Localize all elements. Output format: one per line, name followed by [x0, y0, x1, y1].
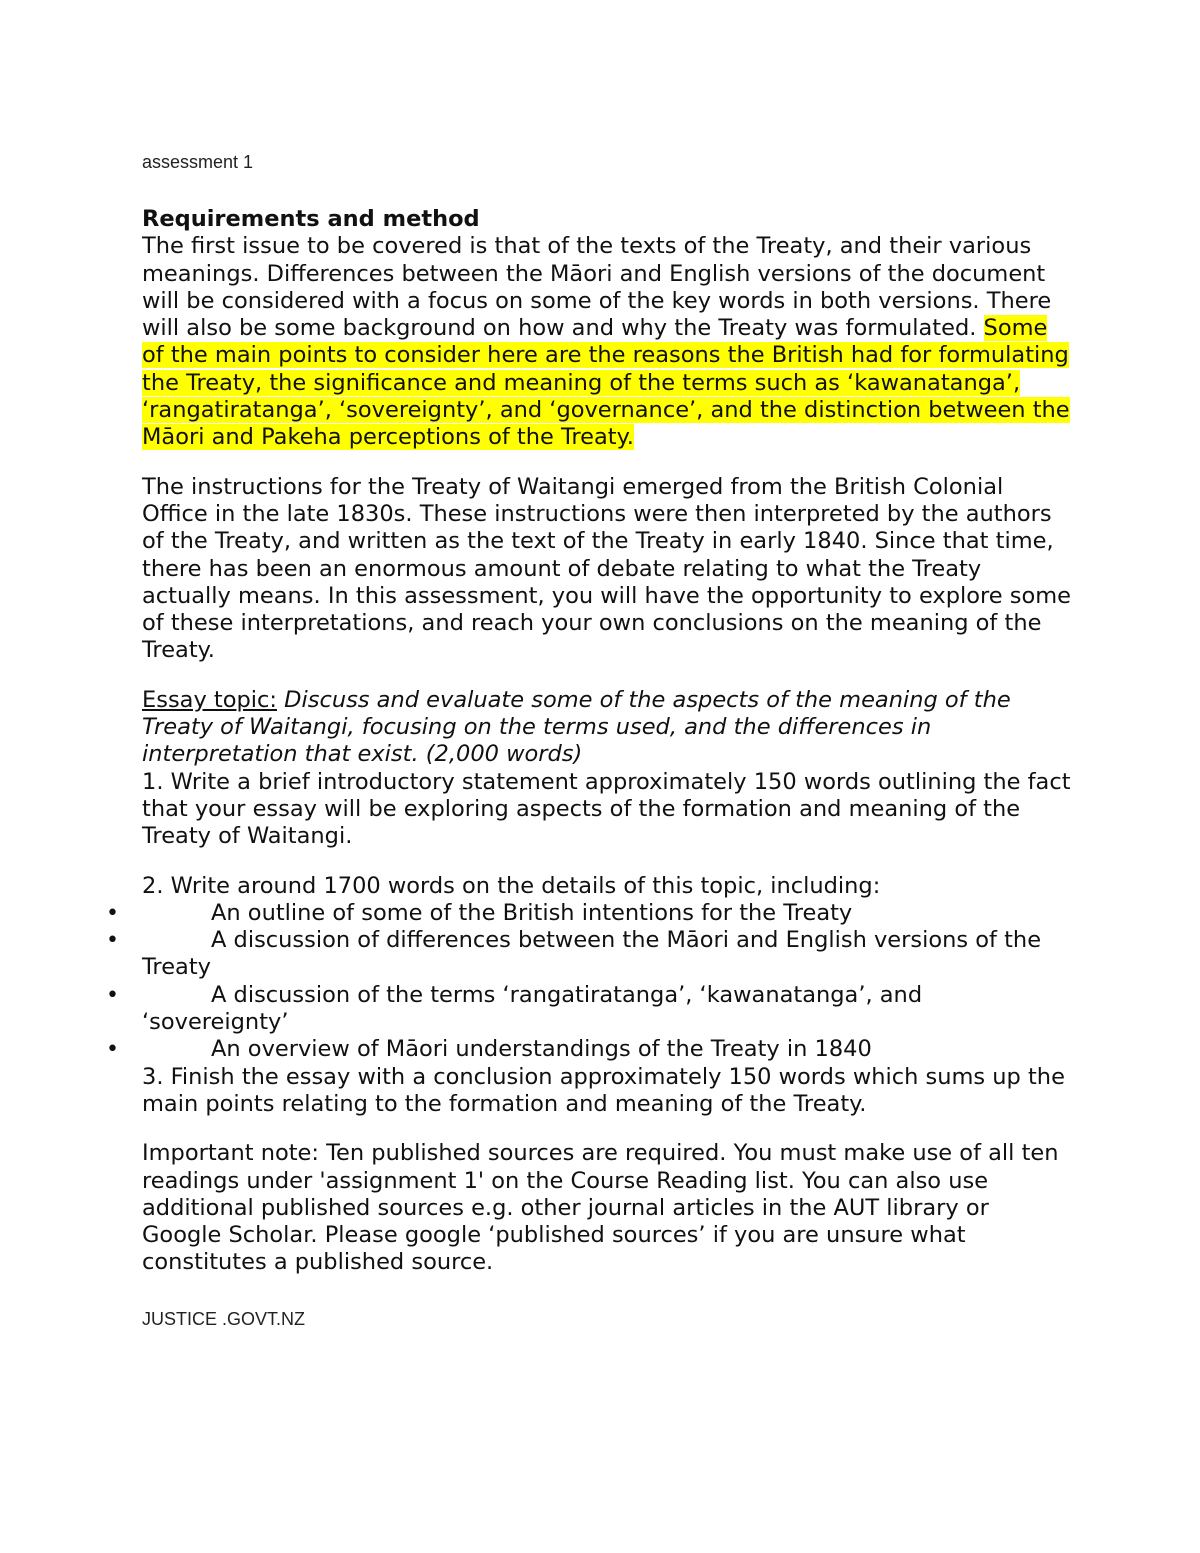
topic-bullet-list — [106, 899, 1072, 1064]
important-note: Important note: Ten published sources are required. You must make use of all ten readings under 'assignment 1' on the Course Reading list. You can also use additional published sources e.g. other journal articles in the AUT library or Google Scholar. Please google ‘published sources’ if you are unsure what constitutes a published source. — [142, 1140, 1059, 1276]
bullet-icon: • — [106, 900, 119, 926]
essay-topic-label: Essay topic: — [142, 686, 277, 713]
document-body — [106, 150, 1072, 1331]
step-3: 3. Finish the essay with a conclusion approximately 150 words which sums up the main points relating to the formation and meaning of the Treaty. — [142, 1063, 1065, 1117]
section-heading: Requirements and method — [142, 206, 480, 232]
header-label: assessment 1 — [142, 152, 254, 172]
list-item-text: A discussion of the terms ‘rangatiratanga’, ‘kawanatanga’, and ‘sovereignty’ — [142, 981, 923, 1036]
bullet-icon: • — [106, 1037, 119, 1063]
list-item — [106, 927, 1072, 982]
step-2: 2. Write around 1700 words on the details of this topic, including: — [142, 872, 881, 899]
list-item — [106, 981, 1072, 1037]
list-item — [106, 899, 1072, 927]
bullet-icon: • — [106, 982, 119, 1008]
step-1: 1. Write a brief introductory statement approximately 150 words outlining the fact that your essay will be exploring aspects of the formation and meaning of the Treaty of Waitangi. — [142, 768, 1071, 850]
list-item-text: An overview of Māori understandings of the Treaty in 1840 — [211, 1036, 872, 1063]
list-item-text: An outline of some of the British intentions for the Treaty — [211, 899, 853, 926]
intro-plain-text: The first issue to be covered is that of the texts of the Treaty, and their various meanings. Differences between the Māori and English versions of the document will be considered with a focus on some of the key words in both versions. There will also be some background on how and why the Treaty was formulated. — [142, 233, 1052, 342]
footer-label: JUSTICE .GOVT.NZ — [142, 1308, 306, 1329]
background-paragraph: The instructions for the Treaty of Waitangi emerged from the British Colonial Office in the late 1830s. These instructions were then interpreted by the authors of the Treaty, and written as the text of the Treaty in early 1840. Since that time, there has been an enormous amount of debate relating to what the Treaty actually means. In this assessment, you will have the opportunity to explore some of these interpretations, and reach your own conclusions on the meaning of the Treaty. — [142, 473, 1072, 664]
list-item — [106, 1036, 1072, 1063]
intro-paragraph — [142, 233, 1072, 451]
essay-topic-paragraph — [142, 687, 1072, 769]
highlighted-text: Some of the main points to consider here are the reasons the British had for formulating the Treaty, the significance and meaning of the terms such as ‘kawanatanga’, ‘rangatiratanga’, ‘sovereignty’, and ‘governance’, and the distinction between the Māori and Pakeha perceptions of the Treaty. — [142, 315, 1070, 451]
list-item-text: A discussion of differences between the Māori and English versions of the Treaty — [142, 927, 1042, 981]
bullet-icon: • — [106, 928, 119, 954]
essay-topic-text: Discuss and evaluate some of the aspects of the meaning of the Treaty of Waitangi, focusing on the terms used, and the differences in interpretation that exist. (2,000 words) — [142, 686, 1011, 768]
